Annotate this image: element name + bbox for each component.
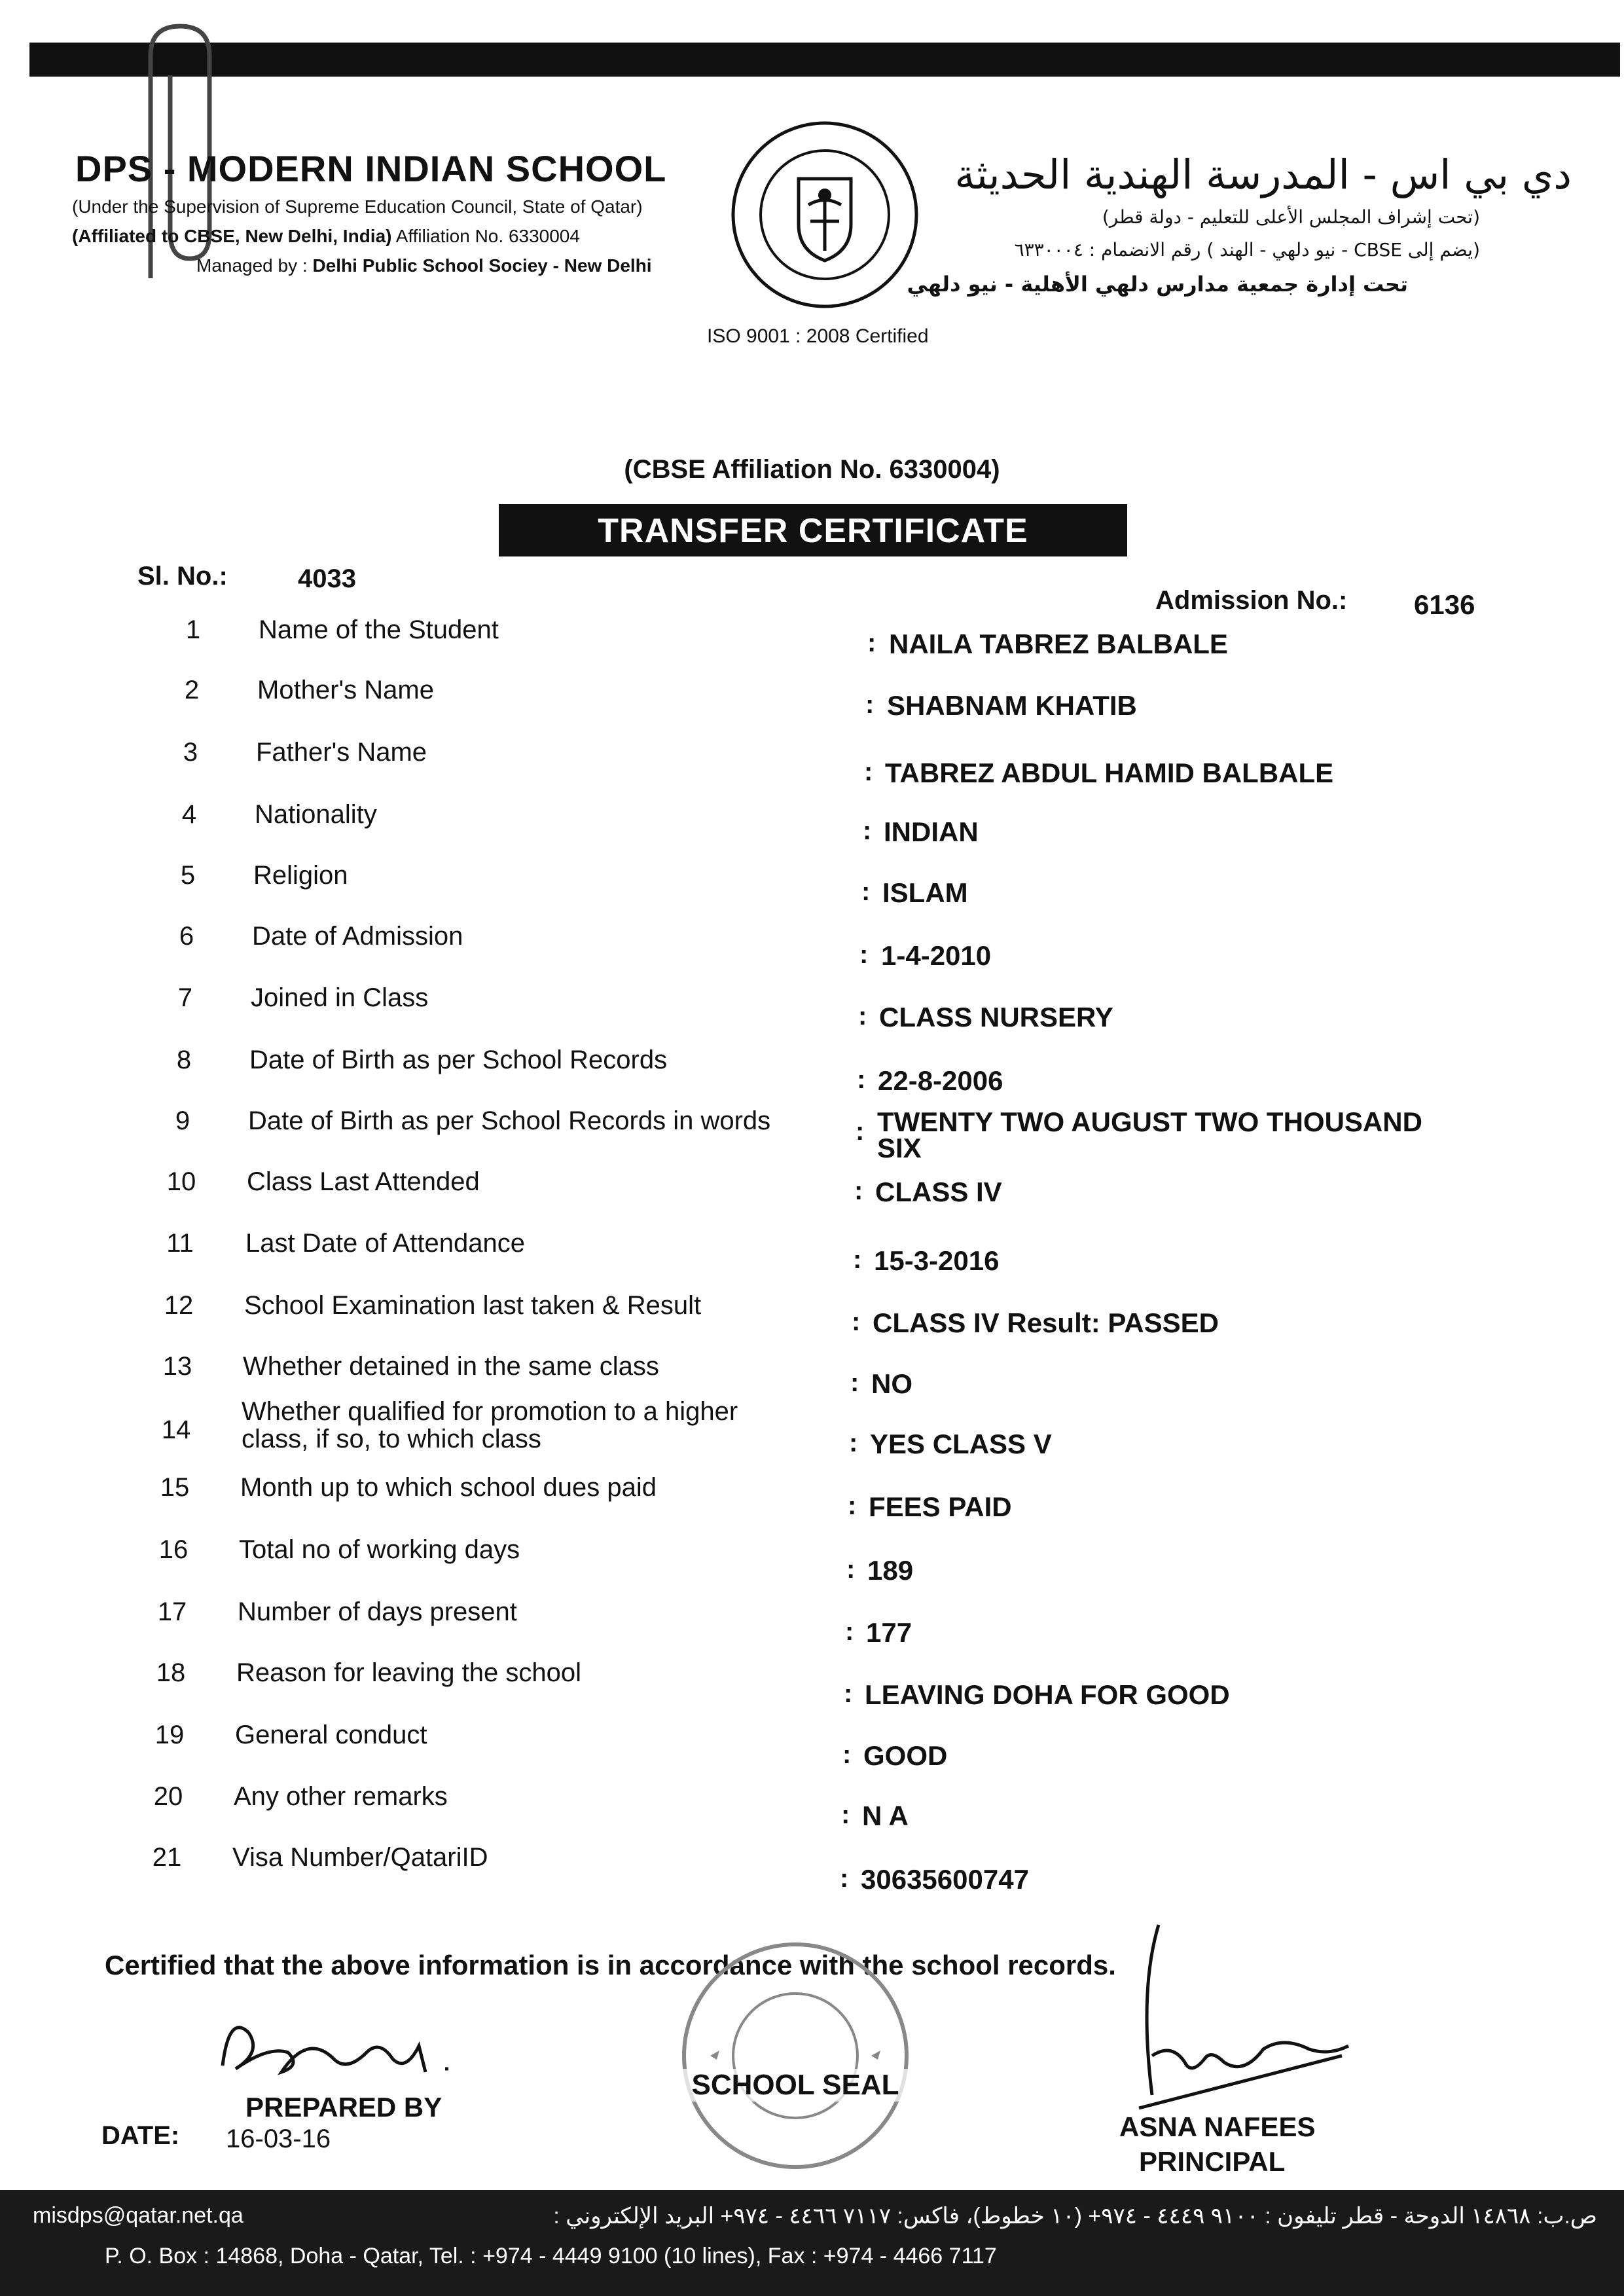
row-father-name: [0, 738, 1624, 790]
row-number: 17: [157, 1597, 187, 1626]
arabic-supervision-line: (تحت إشراف المجلس الأعلى للتعليم - دولة قطر): [1102, 206, 1480, 228]
row-colon: :: [848, 1491, 857, 1520]
affiliation-bold: (Affiliated to CBSE, New Delhi, India): [72, 226, 392, 246]
row-label: Visa Number/QatariID: [232, 1843, 488, 1872]
row-number: 10: [166, 1167, 196, 1196]
serial-number-value: 4033: [298, 564, 356, 593]
row-colon: :: [863, 816, 872, 845]
row-value: CLASS IV: [875, 1176, 1002, 1207]
row-colon: :: [856, 1117, 865, 1146]
row-colon: :: [840, 1864, 849, 1893]
arabic-school-name: دي بي اس - المدرسة الهندية الحديثة: [954, 151, 1572, 198]
row-remarks: [0, 1782, 1624, 1834]
row-number: 19: [154, 1721, 185, 1749]
principal-name: ASNA NAFEES: [1119, 2111, 1316, 2142]
row-label: Name of the Student: [259, 615, 499, 644]
cbse-affiliation: (CBSE Affiliation No. 6330004): [624, 455, 1000, 484]
row-exam-result: [0, 1291, 1624, 1343]
iso-certification: ISO 9001 : 2008 Certified: [707, 325, 929, 347]
row-number: 6: [179, 922, 194, 951]
row-number: 13: [162, 1352, 192, 1381]
row-value: 1-4-2010: [881, 940, 992, 971]
row-number: 5: [180, 861, 196, 890]
row-dues-paid: [0, 1473, 1624, 1525]
row-colon: :: [852, 1307, 861, 1336]
date-value: 16-03-16: [226, 2124, 331, 2153]
row-label: Whether qualified for promotion to a higher: [242, 1397, 738, 1426]
row-leaving-reason: [0, 1658, 1624, 1711]
row-conduct: [0, 1721, 1624, 1773]
row-number: 16: [158, 1535, 189, 1564]
certification-statement: Certified that the above information is in accordance with the school records.: [105, 1950, 1116, 1980]
row-label-continued: class, if so, to which class: [242, 1425, 541, 1453]
row-label: Class Last Attended: [247, 1167, 480, 1196]
row-value: CLASS IV Result: PASSED: [873, 1307, 1219, 1338]
row-nationality: [0, 800, 1624, 852]
row-value: 177: [866, 1617, 912, 1648]
row-colon: :: [854, 1176, 863, 1205]
row-number: 7: [177, 983, 193, 1012]
row-value: GOOD: [863, 1740, 948, 1771]
row-value: ISLAM: [882, 877, 968, 908]
row-days-present: [0, 1597, 1624, 1650]
admission-number-label: Admission No.:: [1155, 586, 1348, 615]
school-logo: [727, 117, 923, 313]
row-value: 22-8-2006: [878, 1065, 1003, 1096]
supervision-line: (Under the Supervision of Supreme Education Council, State of Qatar): [72, 196, 643, 217]
row-label: Total no of working days: [239, 1535, 520, 1564]
row-number: 3: [183, 738, 198, 767]
row-promotion: [0, 1396, 1624, 1459]
row-label: Any other remarks: [234, 1782, 448, 1811]
footer-email: misdps@qatar.net.qa: [33, 2203, 244, 2228]
row-mother-name: [0, 676, 1624, 728]
row-dob-words: [0, 1106, 1624, 1163]
row-label: Nationality: [255, 800, 377, 829]
row-label: Number of days present: [238, 1597, 517, 1626]
row-value: 15-3-2016: [874, 1245, 1000, 1276]
principal-title: PRINCIPAL: [1139, 2146, 1286, 2177]
row-label: Religion: [253, 861, 348, 890]
serial-number-label: Sl. No.:: [137, 562, 228, 591]
prepared-by-label: PREPARED BY: [245, 2092, 442, 2123]
row-colon: :: [857, 1065, 866, 1094]
row-colon: :: [853, 1245, 862, 1274]
row-colon: :: [842, 1740, 852, 1769]
row-colon: :: [850, 1368, 859, 1397]
row-label: Mother's Name: [257, 676, 434, 704]
header-bar: [29, 43, 1620, 77]
row-value: YES CLASS V: [870, 1429, 1052, 1459]
row-number: 1: [185, 615, 201, 644]
row-number: 4: [181, 800, 197, 829]
row-number: 8: [176, 1046, 192, 1074]
date-label: DATE:: [101, 2121, 180, 2150]
row-value-continued: SIX: [877, 1133, 922, 1163]
row-label: Last Date of Attendance: [245, 1229, 525, 1258]
school-seal-stamp: [671, 1931, 920, 2180]
row-label: Reason for leaving the school: [236, 1658, 581, 1687]
school-seal-label: SCHOOL SEAL: [681, 2069, 910, 2102]
footer-arabic-contact: ص.ب: ١٤٨٦٨ الدوحة - قطر تليفون : ٩١٠٠ ٤٤٤٩ - ٩٧٤+ (١٠ خطوط)، فاكس: ٧١١٧ ٤٤٦٦ - ٩٧٤+ البريد الإلكتروني :: [553, 2204, 1597, 2229]
row-religion: [0, 861, 1624, 913]
arabic-managed-line: تحت إدارة جمعية مدارس دلهي الأهلية - نيو دلهي: [907, 272, 1408, 297]
row-number: 14: [161, 1415, 191, 1444]
row-value: CLASS NURSERY: [879, 1002, 1113, 1032]
row-working-days: [0, 1535, 1624, 1588]
row-value: INDIAN: [884, 816, 979, 847]
row-colon: :: [844, 1679, 853, 1708]
affiliation-line: [72, 226, 580, 247]
row-colon: :: [858, 1002, 867, 1030]
row-number: 21: [152, 1843, 182, 1872]
row-label: General conduct: [235, 1721, 427, 1749]
row-value: NO: [871, 1368, 912, 1399]
row-label: Date of Admission: [252, 922, 463, 951]
row-joined-class: [0, 983, 1624, 1036]
school-name: DPS - MODERN INDIAN SCHOOL: [75, 148, 667, 189]
footer-address: P. O. Box : 14868, Doha - Qatar, Tel. : +974 - 4449 9100 (10 lines), Fax : +974 - 4466 7117: [105, 2244, 997, 2269]
row-label: Date of Birth as per School Records in words: [248, 1106, 771, 1135]
row-number: 12: [164, 1291, 194, 1320]
managed-by-line: [196, 255, 652, 276]
row-value: 30635600747: [861, 1864, 1029, 1895]
row-number: 11: [166, 1229, 194, 1258]
row-value: FEES PAID: [869, 1491, 1012, 1522]
row-label: Month up to which school dues paid: [240, 1473, 657, 1502]
row-number: 18: [156, 1658, 186, 1687]
row-value: SHABNAM KHATIB: [887, 690, 1137, 721]
admission-number-value: 6136: [1414, 589, 1475, 620]
row-label: Date of Birth as per School Records: [249, 1046, 668, 1074]
row-colon: :: [864, 757, 873, 786]
row-colon: :: [846, 1555, 856, 1584]
row-colon: :: [867, 629, 876, 657]
row-number: 15: [160, 1473, 190, 1502]
managed-by-prefix: Managed by :: [196, 255, 313, 276]
row-label: Father's Name: [256, 738, 427, 767]
preparer-signature: [209, 2007, 484, 2092]
row-colon: :: [861, 877, 871, 906]
arabic-affiliation-line: (يضم إلى CBSE - نيو دلهي - الهند ) رقم الانضمام : ٦٣٣٠٠٠٤: [1014, 239, 1480, 261]
row-label: Joined in Class: [251, 983, 429, 1012]
row-colon: :: [849, 1429, 858, 1457]
row-value: N A: [862, 1800, 909, 1831]
row-colon: :: [841, 1800, 850, 1829]
row-colon: :: [865, 690, 875, 719]
row-value: 189: [867, 1555, 914, 1586]
row-student-name: [0, 615, 1624, 668]
row-value: LEAVING DOHA FOR GOOD: [865, 1679, 1230, 1710]
row-colon: :: [859, 940, 869, 969]
row-class-last-attended: [0, 1167, 1624, 1220]
managed-by-society: Delhi Public School Sociey - New Delhi: [312, 255, 652, 276]
row-value: TABREZ ABDUL HAMID BALBALE: [885, 757, 1334, 788]
affiliation-rest: Affiliation No. 6330004: [391, 226, 580, 246]
row-date-of-birth: [0, 1046, 1624, 1098]
row-label: Whether detained in the same class: [243, 1352, 659, 1381]
row-value: TWENTY TWO AUGUST TWO THOUSAND: [877, 1106, 1422, 1137]
principal-signature: [1113, 1912, 1388, 2128]
certificate-title: TRANSFER CERTIFICATE: [499, 504, 1127, 556]
row-visa-number: [0, 1843, 1624, 1895]
row-number: 2: [184, 676, 200, 704]
footer-bar: [0, 2190, 1624, 2296]
row-number: 20: [153, 1782, 183, 1811]
row-number: 9: [175, 1106, 190, 1135]
row-last-attendance: [0, 1229, 1624, 1281]
row-date-of-admission: [0, 922, 1624, 974]
row-label: School Examination last taken & Result: [244, 1291, 702, 1320]
row-value: NAILA TABREZ BALBALE: [889, 629, 1228, 659]
row-colon: :: [845, 1617, 854, 1646]
